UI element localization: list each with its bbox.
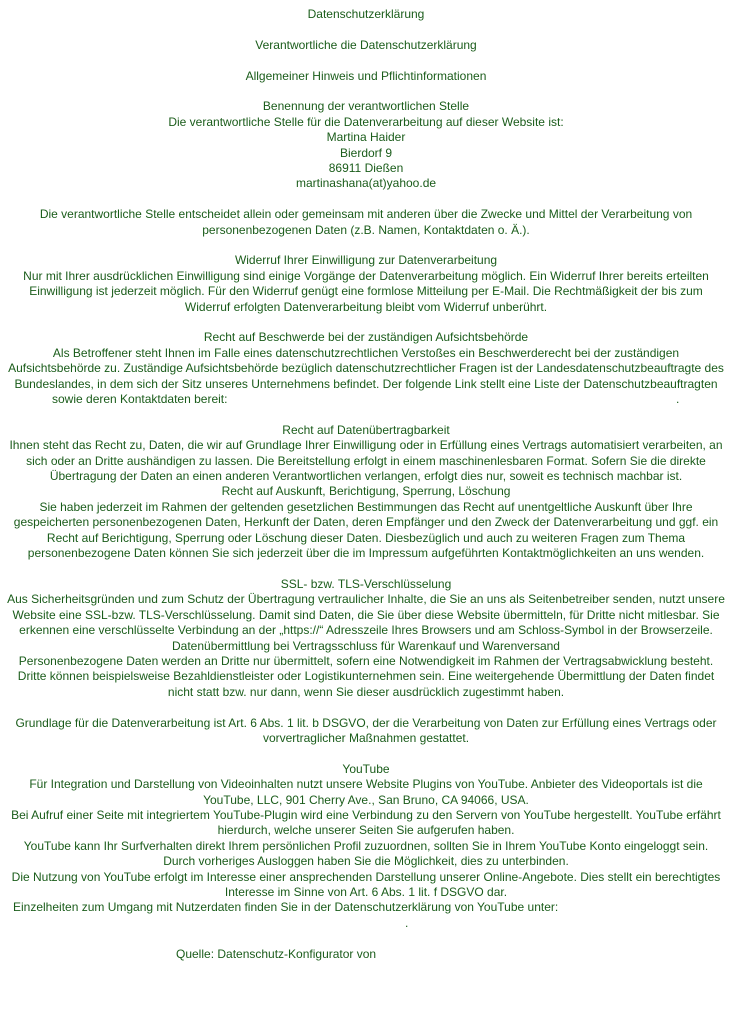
transfer-heading: Datenübermittlung bei Vertragsschluss für Warenkauf und Warenversand (172, 638, 560, 653)
contact-name: Martina Haider (326, 130, 406, 145)
youtube-line: hierdurch, welche unserer Seiten Sie aufgerufen haben. (217, 823, 515, 838)
portability-heading: Recht auf Datenübertragbarkeit (282, 422, 450, 437)
complaint-last-line (0, 392, 732, 407)
information-line: Recht auf Berichtigung, Sperrung oder Löschung dieser Daten. Diesbezüglich und auch zu weiteren Fragen zum Thema (46, 530, 686, 545)
portability-line: sich oder an Dritte aushändigen zu lassen. Die Bereitstellung erfolgt in einem maschinenlesbaren Format. Sofern Sie die direkte (26, 453, 706, 468)
information-section (0, 484, 732, 561)
legal-basis-section (0, 716, 732, 747)
information-line: Sie haben jederzeit im Rahmen der geltenden gesetzlichen Bestimmungen das Recht auf unentgeltliche Auskunft über Ihre (39, 499, 693, 514)
designation-intro: Die verantwortliche Stelle für die Datenverarbeitung auf dieser Website ist: (168, 114, 564, 129)
responsible-text-line: personenbezogenen Daten (z.B. Namen, Kontaktdaten o. Ä.). (202, 222, 530, 237)
youtube-line: Die Nutzung von YouTube erfolgt im Interesse einer ansprechenden Darstellung unserer Online-Angebote. Dies stellt ein berechtigtes (11, 869, 721, 884)
revocation-heading: Widerruf Ihrer Einwilligung zur Datenverarbeitung (234, 253, 498, 268)
revocation-line: Einwilligung ist jederzeit möglich. Für den Widerruf genügt eine formlose Mitteilung per E-Mail. Die Rechtmäßigkeit der bis zum (29, 284, 703, 299)
complaint-link-end-mark: . (676, 392, 680, 407)
revocation-section (0, 253, 732, 315)
youtube-line: Durch vorheriges Ausloggen haben Sie die Möglichkeit, dies zu unterbinden. (163, 854, 569, 869)
responsible-heading-block (0, 38, 732, 53)
ssl-line: Aus Sicherheitsgründen und zum Schutz der Übertragung vertraulicher Inhalte, die Sie an uns als Seitenbetreiber senden, nutzt unsere (7, 592, 725, 607)
legal-basis-line: vorvertraglicher Maßnahmen gestattet. (262, 730, 470, 745)
complaint-heading: Recht auf Beschwerde bei der zuständigen Aufsichtsbehörde (203, 330, 529, 345)
portability-section (0, 423, 732, 485)
responsible-heading: Verantwortliche die Datenschutzerklärung (255, 37, 477, 52)
portability-line: Ihnen steht das Recht zu, Daten, die wir auf Grundlage Ihrer Einwilligung oder in Erfüllung eines Vertrags automatisiert verarbeiten, an (9, 438, 723, 453)
responsible-text-section (0, 207, 732, 238)
ssl-line: erkennen eine verschlüsselte Verbindung an der „https://“ Adresszeile Ihres Browsers und am Schloss-Symbol in der Browserzeile. (19, 623, 713, 638)
information-line: personenbezogene Daten können Sie sich jederzeit über die im Impressum aufgeführten Kontaktmöglichkeiten an uns wenden. (27, 546, 705, 561)
transfer-line: nicht statt bzw. nur dann, wenn Sie dieser ausdrücklich zugestimmt haben. (167, 684, 565, 699)
transfer-line: Dritte können beispielsweise Bezahldienstleister oder Logistikunternehmen sein. Eine weitergehende Übermittlung der Daten findet (17, 669, 715, 684)
complaint-line: Als Betroffener steht Ihnen im Falle eines datenschutzrechtlichen Verstoßes ein Beschwerderecht bei der zuständigen (52, 345, 680, 360)
contact-street: Bierdorf 9 (339, 145, 393, 160)
responsible-text-line: Die verantwortliche Stelle entscheidet allein oder gemeinsam mit anderen über die Zwecke und Mittel der Verarbeitung von (39, 207, 693, 222)
youtube-line: Für Integration und Darstellung von Videoinhalten nutzt unsere Website Plugins von YouTube. Anbieter des Videoportals ist die (29, 777, 703, 792)
designation-section (0, 99, 732, 191)
general-heading: Allgemeiner Hinweis und Pflichtinformationen (245, 68, 487, 83)
youtube-link-end-mark: . (405, 915, 409, 930)
youtube-line: YouTube kann Ihr Surfverhalten direkt Ihrem persönlichen Profil zuzuordnen, sollten Sie in Ihrem YouTube Konto eingeloggt sein. (23, 838, 709, 853)
youtube-heading: YouTube (342, 761, 390, 776)
complaint-section (0, 330, 732, 407)
youtube-end-line (0, 916, 732, 931)
complaint-line: sowie deren Kontaktdaten bereit: (52, 392, 228, 407)
title-block (0, 7, 732, 22)
youtube-link-line (0, 900, 732, 915)
revocation-line: Widerruf erfolgten Datenverarbeitung bleibt vom Widerruf unberührt. (184, 299, 548, 314)
portability-line: Übertragung der Daten an einen anderen Verantwortlichen verlangen, erfolgt dies nur, soweit es technisch machbar ist. (49, 469, 683, 484)
legal-basis-line: Grundlage für die Datenverarbeitung ist Art. 6 Abs. 1 lit. b DSGVO, der die Verarbeitung von Daten zur Erfüllung eines Vertrags oder (15, 715, 717, 730)
transfer-section (0, 639, 732, 701)
general-heading-block (0, 69, 732, 84)
information-heading: Recht auf Auskunft, Berichtigung, Sperrung, Löschung (221, 484, 511, 499)
ssl-line: Website eine SSL-bzw. TLS-Verschlüsselung. Damit sind Daten, die Sie über diese Website übermitteln, für Dritte nicht mitlesbar. Sie (12, 607, 720, 622)
designation-heading: Benennung der verantwortlichen Stelle (262, 99, 470, 114)
youtube-line: Bei Aufruf einer Seite mit integriertem YouTube-Plugin wird eine Verbindung zu den Servern von YouTube hergestellt. YouTube erfährt (11, 807, 721, 822)
page-title: Datenschutzerklärung (307, 7, 425, 21)
source-line (0, 947, 732, 962)
source-credit: Quelle: Datenschutz-Konfigurator von (176, 946, 377, 961)
youtube-section (0, 762, 732, 931)
ssl-section (0, 577, 732, 639)
youtube-line: Einzelheiten zum Umgang mit Nutzerdaten finden Sie in der Datenschutzerklärung von YouTube unter: (13, 900, 559, 915)
youtube-line: YouTube, LLC, 901 Cherry Ave., San Bruno, CA 94066, USA. (203, 792, 529, 807)
contact-city: 86911 Dießen (328, 161, 404, 176)
contact-email: martinashana(at)yahoo.de (295, 176, 437, 191)
information-line: gespeicherten personenbezogenen Daten, Herkunft der Daten, deren Empfänger und den Zweck der Datenverarbeitung und ggf. ein (13, 515, 719, 530)
youtube-line: Interesse im Sinne von Art. 6 Abs. 1 lit. f DSGVO dar. (224, 884, 508, 899)
ssl-heading: SSL- bzw. TLS-Verschlüsselung (280, 576, 452, 591)
complaint-line: Bundeslandes, in dem sich der Sitz unseres Unternehmens befindet. Der folgende Link stellt eine Liste der Datenschutzbeauftragten (14, 376, 718, 391)
transfer-line: Personenbezogene Daten werden an Dritte nur übermittelt, sofern eine Notwendigkeit im Rahmen der Vertragsabwicklung besteht. (18, 653, 714, 668)
complaint-line: Aufsichtsbehörde zu. Zuständige Aufsichtsbehörde bezüglich datenschutzrechtlicher Fragen ist der Landesdatenschutzbeauftragte des (8, 361, 724, 376)
revocation-line: Nur mit Ihrer ausdrücklichen Einwilligung sind einige Vorgänge der Datenverarbeitung möglich. Ein Widerruf Ihrer bereits erteilten (23, 268, 709, 283)
